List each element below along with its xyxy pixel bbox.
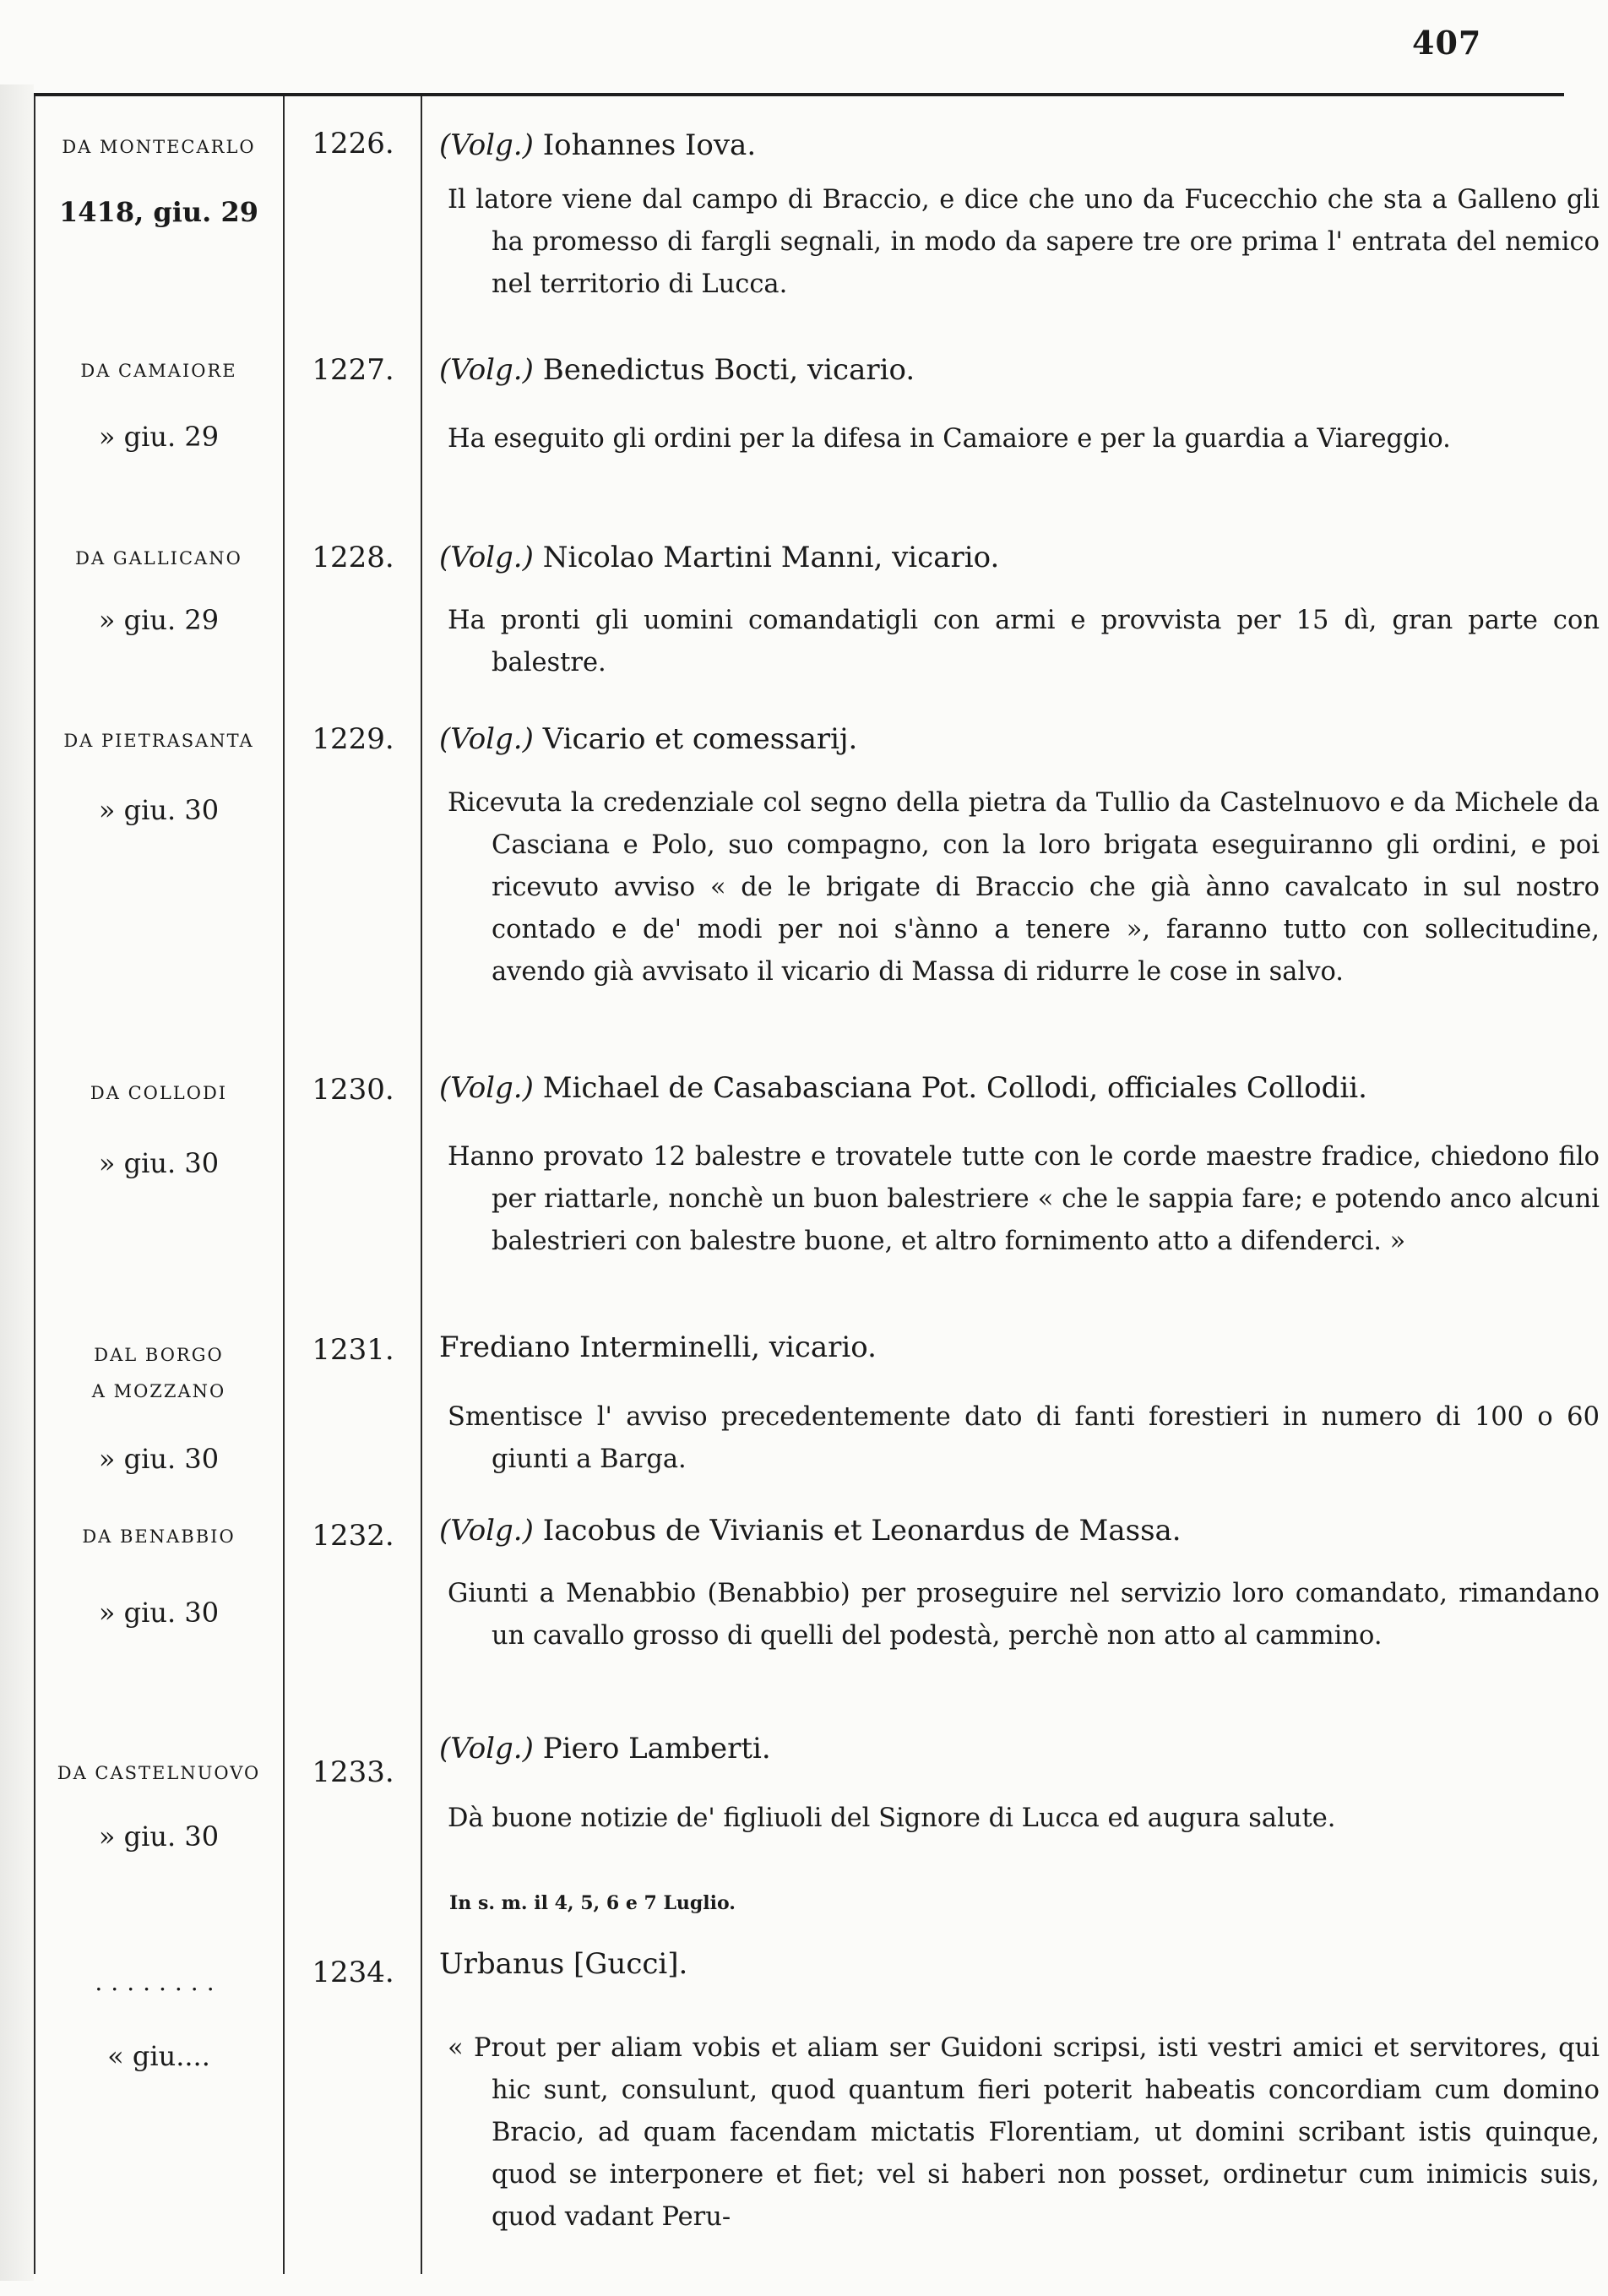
title-text: Nicolao Martini Manni, vicario.: [542, 541, 1000, 574]
header-rule: [34, 93, 1564, 96]
title-text: Iacobus de Vivianis et Leonardus de Massa.: [542, 1514, 1182, 1548]
entry-title: [439, 128, 1562, 162]
entry-date: » giu. 30: [98, 1147, 220, 1179]
title-text: Vicario et comessarij.: [542, 722, 858, 756]
title-prefix: (Volg.): [439, 1732, 534, 1766]
entry-title: [439, 1514, 1562, 1548]
entry-body: Ha pronti gli uomini comandatigli con armi e provvista per 15 dì, gran parte con balestre.: [448, 606, 1600, 677]
title-prefix: (Volg.): [439, 1071, 534, 1105]
title-prefix: (Volg.): [439, 1514, 534, 1548]
entry-date: » giu. 29: [98, 604, 220, 636]
title-prefix: (Volg.): [439, 541, 534, 574]
entry-number: 1232.: [312, 1519, 394, 1553]
entry-body: Hanno provato 12 balestre e trovatele tutte con le corde maestre fradice, chiedono filo per riattarle, nonchè un buon balestriere « che le sappia fare; e potendo anco alcuni balestrieri con balestre buone, et altro fornimento atto a difenderci. »: [448, 1142, 1600, 1256]
title-text: Iohannes Iova.: [542, 128, 757, 162]
entry-place: DA MONTECARLO: [62, 137, 256, 157]
table-left-border: [34, 96, 35, 2274]
title-text: Benedictus Bocti, vicario.: [542, 353, 915, 387]
column-divider-number-text: [421, 96, 422, 2274]
entry-date: » giu. 30: [98, 1443, 220, 1475]
entry-title: [439, 353, 1562, 387]
entry-date: » giu. 30: [98, 794, 220, 826]
entry-place-line2: A MOZZANO: [91, 1381, 226, 1401]
title-text: Frediano Interminelli, vicario.: [439, 1330, 877, 1364]
entry-title: [439, 1330, 1562, 1364]
entry-date: » giu. 30: [98, 1597, 220, 1629]
entry-number: 1228.: [312, 541, 394, 574]
title-prefix: (Volg.): [439, 128, 534, 162]
entry-note: In s. m. il 4, 5, 6 e 7 Luglio.: [449, 1892, 736, 1914]
entry-body: Giunti a Menabbio (Benabbio) per proseguire nel servizio loro comandato, rimandano un cavallo grosso di quelli del podestà, perchè non atto al cammino.: [448, 1579, 1600, 1651]
title-text: Michael de Casabasciana Pot. Collodi, officiales Collodii.: [542, 1071, 1367, 1105]
entry-title: [439, 1071, 1562, 1105]
entry-title: [439, 1732, 1562, 1766]
entry-date: » giu. 30: [98, 1820, 220, 1853]
entry-date: » giu. 29: [98, 421, 220, 453]
entry-number: 1234.: [312, 1956, 394, 1989]
entry-place: DA CAMAIORE: [80, 361, 237, 381]
entry-place-unknown: ........: [95, 1968, 223, 1996]
entry-number: 1226.: [312, 127, 394, 161]
entry-title: [439, 541, 1562, 574]
title-text: Urbanus [Gucci].: [439, 1947, 688, 1981]
title-prefix: (Volg.): [439, 353, 534, 387]
entry-number: 1227.: [312, 353, 394, 387]
entry-body: Smentisce l' avviso precedentemente dato di fanti forestieri in numero di 100 o 60 giunti a Barga.: [448, 1402, 1600, 1474]
entry-body: Dà buone notizie de' figliuoli del Signore di Lucca ed augura salute.: [448, 1804, 1336, 1833]
page-number: 407: [1412, 24, 1482, 62]
entry-number: 1230.: [312, 1073, 394, 1107]
entry-body: Ricevuta la credenziale col segno della pietra da Tullio da Castelnuovo e da Michele da Casciana e Polo, suo compagno, con la loro brigata eseguiranno gli ordini, e poi ricevuto avviso « de le brigate di Braccio che già ànno cavalcato in sul nostro contado e de' modi per noi s'ànno a tenere », faranno tutto con sollecitudine, avendo già avvisato il vicario di Massa di ridurre le cose in salvo.: [448, 788, 1600, 987]
entry-place-line1: DAL BORGO: [94, 1345, 224, 1365]
entry-body: Il latore viene dal campo di Braccio, e dice che uno da Fucecchio che sta a Galleno gli ha promesso di fargli segnali, in modo da sapere tre ore prima l' entrata del nemico nel territorio di Lucca.: [448, 185, 1600, 299]
entry-body: Ha eseguito gli ordini per la difesa in Camaiore e per la guardia a Viareggio.: [448, 424, 1451, 454]
entry-title: [439, 722, 1562, 756]
column-divider-place-number: [283, 96, 285, 2274]
entry-place: DA COLLODI: [90, 1083, 228, 1103]
entry-place: DA BENABBIO: [82, 1526, 236, 1547]
page-margin-shadow: [0, 84, 34, 2281]
entry-number: 1233.: [312, 1755, 394, 1789]
entry-place: DA CASTELNUOVO: [57, 1763, 261, 1783]
entry-number: 1231.: [312, 1333, 394, 1367]
entry-date: 1418, giu. 29: [59, 196, 258, 228]
entry-place: DA GALLICANO: [75, 548, 242, 569]
entry-title: [439, 1947, 1562, 1981]
entry-number: 1229.: [312, 722, 394, 756]
entry-date: « giu....: [107, 2040, 210, 2072]
entry-place: DA PIETRASANTA: [63, 731, 254, 751]
title-prefix: (Volg.): [439, 722, 534, 756]
title-text: Piero Lamberti.: [542, 1732, 771, 1766]
entry-body: « Prout per aliam vobis et aliam ser Guidoni scripsi, isti vestri amici et servitores, qui hic sunt, consulunt, quod quantum fieri poterit habeatis concordiam cum domino Bracio, ad quam facendam mictatis Florentiam, ut domini scribant istis quinque, quod se interponere et fiet; vel si haberi non posset, ordinetur cum inimicis suis, quod vadant Peru-: [448, 2033, 1600, 2232]
